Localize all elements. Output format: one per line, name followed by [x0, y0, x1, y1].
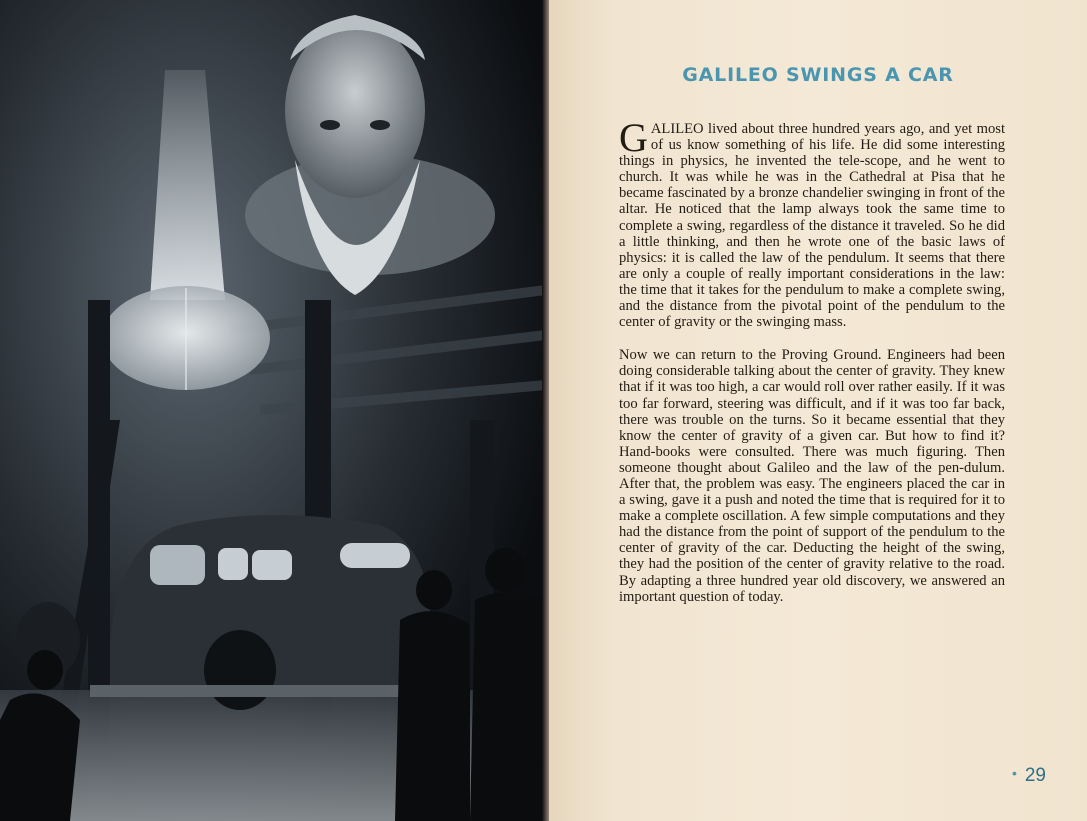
- article-body: [619, 115, 1005, 622]
- article-title: GALILEO SWINGS A CAR: [682, 64, 954, 86]
- paragraph-proving-ground: Now we can return to the Proving Ground. Engineers had been doing considerable talking about the center of gravity. They knew that if it was too high, a car would roll over rather easily. If it was too far forward, steering was difficult, and if it was too far back, there was trouble on the turns. So it became essential that they know the center of gravity of a given car. But how to find it? Hand-books were consulted. There was much figuring. Then someone thought about Galileo and the law of the pen-dulum. After that, the problem was easy. The engineers placed the car in a swing, gave it a push and noted the time that is required for it to make a complete oscillation. A few simple computations and they had the distance from the point of support of the pendulum to the center of gravity of the car. Deducting the height of the swing, they had the position of the center of gravity relative to the road. By adapting a three hundred year old discovery, we answered an important question of today.: [619, 347, 1005, 605]
- text-page: [549, 0, 1087, 821]
- drop-cap: G: [619, 115, 648, 160]
- paragraph-1-text: ALILEO lived about three hundred years ago, and yet most of us know something of his life. He did some interesting things in physics, he invented the tele-scope, and he went to church. It was while he was in the Cathedral at Pisa that he became fascinated by a bronze chandelier swinging in front of the altar. He noticed that the lamp always took the same time to complete a swing, regardless of the distance it traveled. So he did a little thinking, and then he wrote one of the basic laws of physics: it is called the law of the pendulum. It seems that there are only a couple of really important considerations in the law: the time that it takes for the pendulum to make a complete swing, and the distance from the pivotal point of the pendulum to the center of gravity or the swinging mass.: [619, 121, 1005, 331]
- paragraph-galileo: [619, 115, 1005, 331]
- page-bullet-icon: •: [1011, 765, 1017, 781]
- page-number: [1012, 765, 1046, 787]
- page-number-value: 29: [1024, 765, 1046, 786]
